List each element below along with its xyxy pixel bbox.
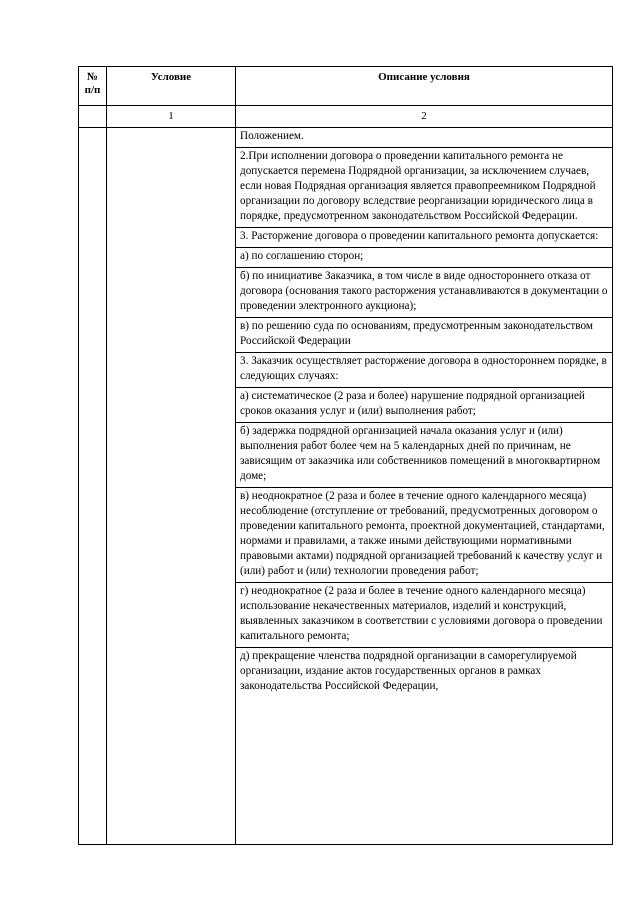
description-paragraph: в) по решению суда по основаниям, предусмотренным законодательством Российской Федерации (236, 318, 612, 353)
description-paragraph: а) по соглашению сторон; (236, 248, 612, 268)
description-paragraph: Положением. (236, 128, 612, 148)
body-cell-condition (107, 128, 236, 845)
description-paragraph: а) систематическое (2 раза и более) нарушение подрядной организацией сроков оказания услуг и (или) выполнения работ; (236, 388, 612, 423)
description-paragraph: д) прекращение членства подрядной организации в саморегулируемой организации, издание актов государственных органов в рамках законодательства Российской Федерации, (240, 650, 577, 692)
description-paragraph: г) неоднократное (2 раза и более в течение одного календарного месяца) использование некачественных материалов, изделий и конструкций, выявленных заказчиком в соответствии с условиями договора о проведении капитального ремонта; (236, 583, 612, 648)
header-number-label: № п/п (84, 71, 101, 96)
description-paragraph: б) задержка подрядной организацией начала оказания услуг и (или) выполнения работ более чем на 5 календарных дней по причинам, не зависящим от заказчика или собственников помещений в многоквартирном доме; (236, 423, 612, 488)
header-number (79, 67, 107, 106)
column-numbering-row (79, 106, 613, 128)
numbering-cell-1 (107, 106, 236, 128)
body-cell-description (236, 128, 613, 845)
numbering-label-1: 1 (168, 110, 174, 122)
description-paragraph: б) по инициативе Заказчика, в том числе в виде одностороннего отказа от договора (основания такого расторжения устанавливаются в документации о проведении электронного аукциона); (236, 268, 612, 318)
header-condition-label: Условие (150, 71, 192, 83)
table-body-row (79, 128, 613, 845)
header-condition (107, 67, 236, 106)
body-cell-number (79, 128, 107, 845)
description-paragraphs (236, 128, 612, 697)
header-description (236, 67, 613, 106)
description-paragraph: в) неоднократное (2 раза и более в течение одного календарного месяца) несоблюдение (отступление от требований, предусмотренных договором о проведении капитального ремонта, проектной документацией, стандартами, нормами и правилами, а также иными действующими нормативными правовыми актами) подрядной организацией требований к качеству услуг и (или) работ и (или) технологии проведения работ; (236, 488, 612, 583)
conditions-table (78, 66, 613, 845)
header-description-label: Описание условия (378, 71, 470, 83)
numbering-label-2: 2 (421, 110, 427, 122)
description-paragraph: 3. Заказчик осуществляет расторжение договора в одностороннем порядке, в следующих случаях: (236, 353, 612, 388)
table-header-row (79, 67, 613, 106)
description-paragraph: 2.При исполнении договора о проведении капитального ремонта не допускается перемена Подрядной организации, за исключением случаев, если новая Подрядная организация является правопреемником Подрядной организации по договору вследствие реорганизации юридического лица в порядке, предусмотренном законодательством Российской Федерации. (236, 148, 612, 228)
description-paragraph: 3. Расторжение договора о проведении капитального ремонта допускается: (236, 228, 612, 248)
numbering-cell-empty (79, 106, 107, 128)
numbering-cell-2 (236, 106, 613, 128)
